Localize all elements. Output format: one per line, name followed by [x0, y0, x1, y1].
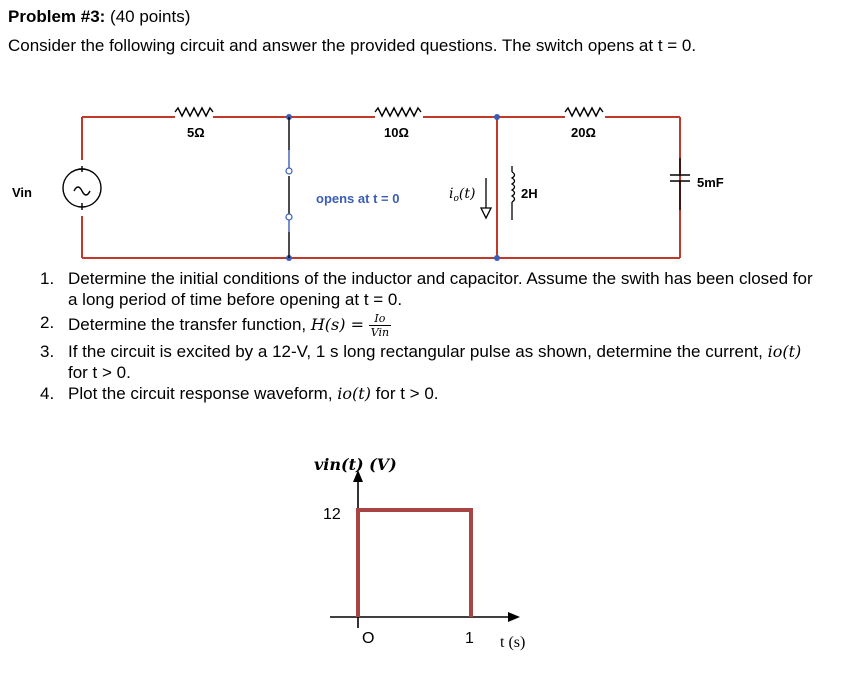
pulse-xlabel: t (s)	[500, 634, 526, 651]
pulse-xtick: 1	[465, 630, 474, 647]
inductor	[512, 166, 515, 220]
pulse-graph	[314, 455, 525, 651]
problem-points: (40 points)	[110, 7, 191, 26]
transfer-fraction: $\frac{Io}{\text{Vin}}$	[370, 312, 390, 339]
capacitor	[670, 158, 690, 210]
pulse-ylabel: vin(t) (V)	[314, 455, 397, 474]
current-label: $i_o(t)$	[449, 186, 476, 204]
resistor-20ohm	[565, 108, 603, 116]
question-3: 3. If the circuit is excited by a 12-V, 1 s long rectangular pulse as shown, determine the current, io(t) for t > 0.	[40, 342, 802, 382]
current-arrow-icon	[481, 178, 491, 218]
node-dot	[494, 114, 500, 120]
r1-label: 5Ω	[187, 125, 205, 140]
question-4: 4. Plot the circuit response waveform, io(t) for t > 0.	[40, 384, 439, 403]
capacitor-label: 5mF	[697, 175, 724, 190]
question-1: 1. Determine the initial conditions of the inductor and capacitor. Assume the swith has been closed for a long period of time before opening at t = 0.	[40, 269, 813, 309]
node-dot	[494, 255, 500, 261]
pulse-origin: O	[362, 630, 375, 647]
inductor-label: 2H	[521, 186, 538, 201]
x-axis-arrow-icon	[508, 612, 520, 622]
resistor-5ohm	[165, 108, 232, 117]
problem-label: Problem #3:	[8, 7, 106, 26]
question-2: 2. Determine the transfer function, H(s) = $\frac{Io}{\text{Vin}}$	[40, 312, 390, 339]
resistor-10ohm	[375, 108, 421, 116]
question-list	[40, 268, 820, 404]
pulse-waveform	[358, 510, 471, 617]
source-label: Vin	[12, 185, 32, 200]
r2-label: 10Ω	[384, 125, 409, 140]
switch	[286, 117, 292, 258]
voltage-source	[63, 166, 101, 210]
pulse-ytick: 12	[323, 506, 341, 523]
problem-intro: Consider the following circuit and answer the provided questions. The switch opens at t = 0.	[8, 36, 697, 55]
switch-label: opens at t = 0	[316, 191, 400, 206]
r3-label: 20Ω	[571, 125, 596, 140]
